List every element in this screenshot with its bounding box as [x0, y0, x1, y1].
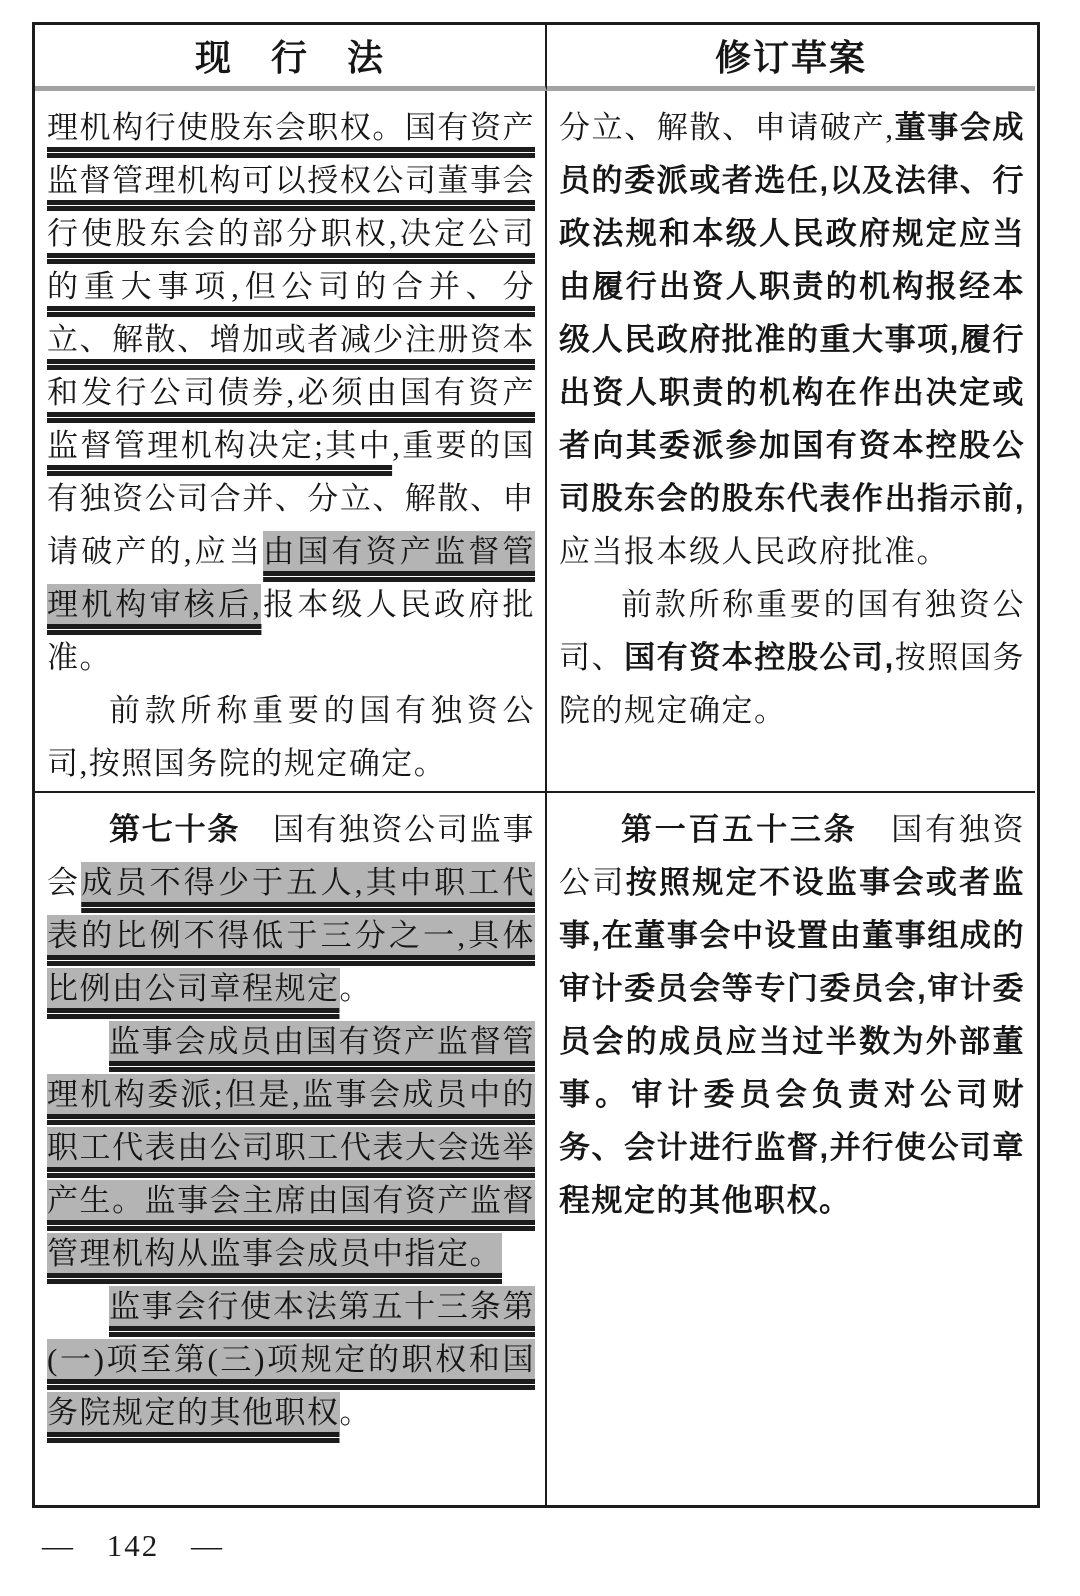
text-run: 应当报本级人民政府批准。: [559, 534, 949, 569]
text-run: 理机构行使股东会职权。国有资产监督管理机构可以授权公司董事会行使股东会的部分职权,决定公司的重大事项,但公司的合并、分立、解散、增加或者减少注册资本和发行公司债券,必须由国有资产监督管理机构决定;其中: [47, 110, 535, 463]
text-run: 按照国务院的规定确定。: [559, 640, 1025, 728]
paragraph: [559, 803, 1025, 1227]
revised-draft-cell-row1: [547, 91, 1035, 793]
text-run: 国有资本控股公司,: [624, 640, 895, 675]
current-law-cell-row2: [35, 793, 547, 1505]
column-header-current-law: 现 行 法: [35, 25, 547, 91]
page-number: — 142 —: [42, 1528, 224, 1563]
highlighted-text-run: 由国有资产监督管理机构审核后,: [47, 531, 535, 624]
text-run: 第七十条: [109, 812, 241, 847]
paragraph: [47, 1015, 535, 1280]
paragraph: [559, 101, 1025, 578]
paragraph: [47, 684, 535, 790]
text-run: 国有独资公司: [559, 812, 1026, 900]
revised-draft-cell-row2: [547, 793, 1035, 1505]
highlighted-text-run: 成员不得少于五人,其中职工代表的比例不得低于三分之一,具体比例由公司章程规定: [47, 862, 535, 1008]
highlighted-text-run: 监事会行使本法第五十三条第(一)项至第(三)项规定的职权和国务院规定的其他职权: [47, 1286, 535, 1432]
text-run: 。: [339, 971, 372, 1006]
column-header-revised-draft: 修订草案: [547, 25, 1035, 91]
text-run: 按照规定不设监事会或者监事,在董事会中设置由董事组成的审计委员会等专门委员会,审计委员会的成员应当过半数为外部董事。审计委员会负责对公司财务、会计进行监督,并行使公司章程规定的其他职权。: [559, 865, 1026, 1218]
text-run: 前款所称重要的国有独资公司、: [559, 587, 1025, 675]
text-run: ,重要的国有独资公司合并、分立、解散、申请破产的,应当: [47, 428, 535, 569]
text-run: 国有独资公司监事会: [47, 812, 536, 900]
text-run: 分立、解散、申请破产,: [559, 110, 895, 145]
law-comparison-table: [32, 22, 1040, 1508]
text-run: 董事会成员的委派或者选任,以及法律、行政法规和本级人民政府规定应当由履行出资人职责的机构报经本级人民政府批准的重大事项,履行出资人职责的机构在作出决定或者向其委派参加国有资本控股公司股东会的股东代表作出指示前,: [559, 110, 1025, 516]
text-run: 。: [339, 1395, 372, 1430]
text-run: 报本级人民政府批准。: [47, 587, 536, 675]
current-law-cell-row1: [35, 91, 547, 793]
paragraph: [47, 101, 535, 684]
highlighted-text-run: 监事会成员由国有资产监督管理机构委派;但是,监事会成员中的职工代表由公司职工代表大会选举产生。监事会主席由国有资产监督管理机构从监事会成员中指定。: [47, 1021, 535, 1273]
text-run: 第一百五十三条: [621, 812, 858, 847]
paragraph: [559, 578, 1025, 737]
paragraph: [47, 803, 535, 1015]
text-run: 前款所称重要的国有独资公司,按照国务院的规定确定。: [47, 693, 535, 781]
paragraph: [47, 1280, 535, 1439]
